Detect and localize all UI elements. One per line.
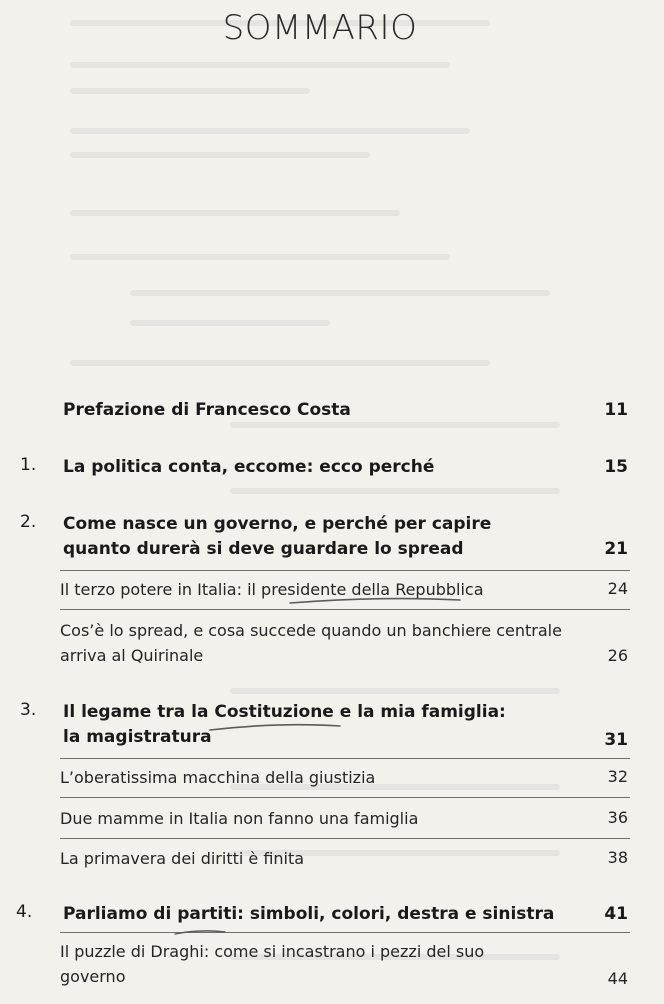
divider xyxy=(60,838,630,839)
section-page-number: 36 xyxy=(607,808,628,827)
section-page-number: 44 xyxy=(607,969,628,988)
divider xyxy=(60,932,630,933)
section-title: Il puzzle di Draghi: come si incastrano i pezzi del suo governo xyxy=(60,942,485,986)
section-page-number: 26 xyxy=(607,646,628,665)
section-page-number: 38 xyxy=(607,848,628,867)
divider xyxy=(60,609,630,610)
divider xyxy=(60,797,630,798)
page-title: SOMMARIO xyxy=(222,8,418,48)
chapter-title: Parliamo di partiti: simboli, colori, destra e sinistra xyxy=(63,904,555,924)
chapter-number: 3. xyxy=(20,700,37,720)
section-title: L’oberatissima macchina della giustizia xyxy=(60,768,376,787)
chapter-title: La politica conta, eccome: ecco perché xyxy=(63,457,435,477)
chapter-title: Come nasce un governo, e perché per capire quanto durerà si deve guardare lo spread xyxy=(63,514,492,559)
chapter-page-number: 15 xyxy=(604,457,628,477)
chapter-page-number: 41 xyxy=(604,904,628,924)
chapter-number: 4. xyxy=(16,902,33,922)
section-title: Il terzo potere in Italia: il presidente della Repubblica xyxy=(60,580,484,599)
divider xyxy=(60,758,630,759)
preface-title: Prefazione di Francesco Costa xyxy=(63,400,351,420)
section-page-number: 32 xyxy=(607,767,628,786)
section-title: La primavera dei diritti è finita xyxy=(60,849,305,868)
chapter-number: 2. xyxy=(20,512,37,532)
chapter-page-number: 21 xyxy=(604,539,628,559)
section-title: Cos’è lo spread, e cosa succede quando un banchiere centrale arriva al Quirinale xyxy=(60,621,562,665)
divider xyxy=(60,570,630,571)
chapter-page-number: 31 xyxy=(604,730,628,750)
preface-page-number: 11 xyxy=(604,400,628,420)
section-page-number: 24 xyxy=(607,579,628,598)
chapter-title: Il legame tra la Costituzione e la mia famiglia: la magistratura xyxy=(63,702,506,747)
section-title: Due mamme in Italia non fanno una famiglia xyxy=(60,809,419,828)
chapter-number: 1. xyxy=(20,455,37,475)
